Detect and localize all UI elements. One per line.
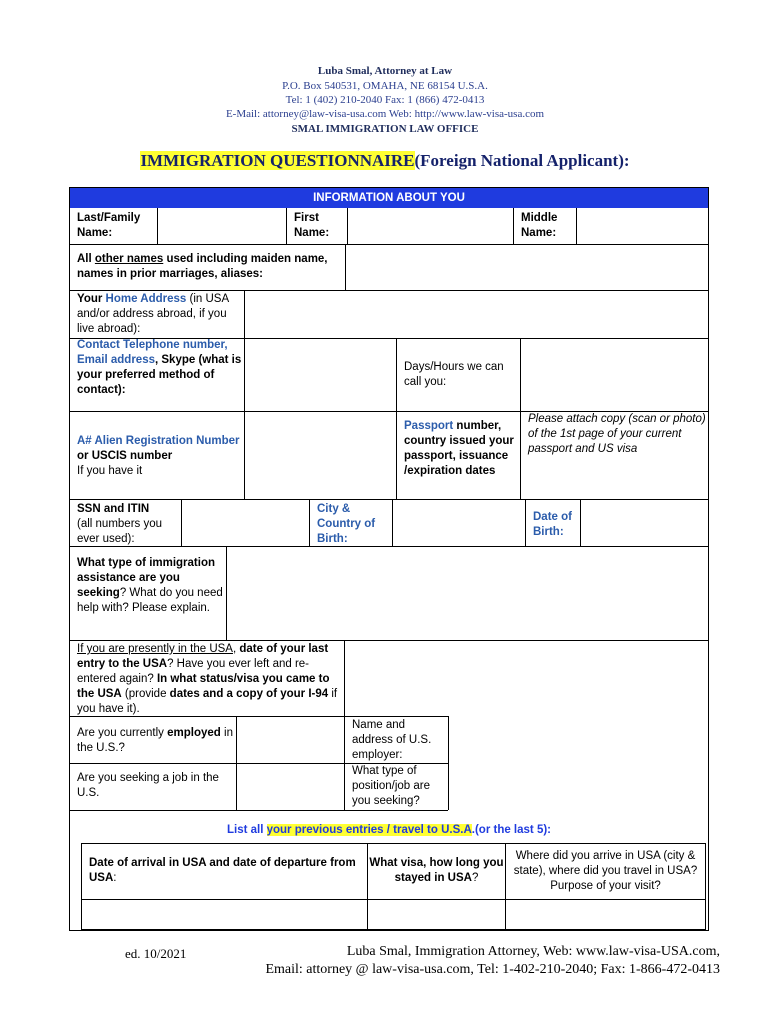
passport-note: Please attach copy (scan or photo) of the 1st page of your current passport and US visa (528, 413, 706, 455)
firm-phone-fax: Tel: 1 (402) 210-2040 Fax: 1 (866) 472-0413 (285, 94, 485, 106)
home-address-field[interactable] (245, 291, 708, 338)
entries-title: List all your previous entries / travel to U.S.A.(or the last 5): (226, 824, 551, 836)
last-entry-field[interactable] (345, 641, 708, 716)
ssn-label: SSN and ITIN (all numbers you ever used): (77, 503, 163, 545)
passport-label: Passport number, country issued your passport, issuance /expiration dates (404, 420, 514, 477)
seeking-job-label: Are you seeking a job in the U.S. (77, 772, 219, 799)
assistance-field[interactable] (227, 547, 708, 640)
ssn-field[interactable] (182, 500, 309, 546)
edition: ed. 10/2021 (125, 946, 187, 961)
assistance-label: What type of immigration assistance are you seeking? What do you need help with? Please explain. (77, 557, 223, 614)
firm-name: Luba Smal, Attorney at Law (317, 65, 453, 77)
title-sub: (Foreign National Applicant): (414, 151, 630, 170)
entry-visa-field[interactable] (368, 900, 505, 929)
entries-col-purpose: Where did you arrive in USA (city & state), where did you travel in USA? Purpose of your visit? (513, 850, 698, 892)
footer-line-2: Email: attorney @ law-visa-usa.com, Tel: 1-402-210-2040; Fax: 1-866-472-0413 (265, 962, 720, 977)
other-names-label: All other names used including maiden name, names in prior marriages, aliases: (77, 253, 328, 280)
city-birth-field[interactable] (393, 500, 525, 546)
employer-label: Name and address of U.S. employer: (352, 719, 432, 761)
contact-label: Contact Telephone number, Email address, Skype (what is your preferred method of contact): (77, 339, 242, 396)
other-names-field[interactable] (346, 245, 708, 290)
last-name-field[interactable] (158, 209, 286, 244)
alien-number-field[interactable] (245, 412, 396, 499)
page-title (0, 151, 770, 171)
days-hours-label: Days/Hours we can call you: (404, 361, 504, 388)
days-hours-field[interactable] (521, 339, 708, 411)
contact-field[interactable] (245, 339, 396, 411)
middle-name-field[interactable] (577, 209, 708, 244)
position-label: What type of position/job are you seeking? (352, 765, 430, 807)
first-name-label: First Name: (294, 212, 330, 239)
position-field[interactable] (449, 764, 708, 810)
employed-label: Are you currently employed in the U.S.? (77, 727, 233, 754)
entry-purpose-field[interactable] (506, 900, 705, 929)
dob-field[interactable] (581, 500, 708, 546)
alien-number-label: A# Alien Registration Number or USCIS number If you have it (77, 435, 240, 477)
last-name-label: Last/Family Name: (77, 212, 141, 239)
title-main: IMMIGRATION QUESTIONNAIRE (140, 151, 415, 170)
firm-office: SMAL IMMIGRATION LAW OFFICE (291, 123, 479, 135)
firm-email-web: E-Mail: attorney@law-visa-usa.com Web: http://www.law-visa-usa.com (225, 108, 545, 120)
city-birth-label: City & Country of Birth: (317, 503, 376, 545)
footer-line-1: Luba Smal, Immigration Attorney, Web: www.law-visa-USA.com, (346, 944, 720, 959)
entries-col-visa: What visa, how long you stayed in USA? (369, 857, 504, 884)
entry-dates-field[interactable] (82, 900, 367, 929)
employed-field[interactable] (237, 717, 344, 763)
seeking-job-field[interactable] (237, 764, 344, 810)
middle-name-label: Middle Name: (521, 212, 558, 239)
dob-label: Date of Birth: (533, 511, 572, 538)
section-banner: INFORMATION ABOUT YOU (70, 188, 708, 208)
home-address-label: Your Home Address (in USA and/or address abroad, if you live abroad): (77, 293, 229, 335)
employer-field[interactable] (449, 717, 708, 763)
entries-col-dates: Date of arrival in USA and date of departure from USA: (89, 857, 356, 884)
first-name-field[interactable] (348, 209, 513, 244)
firm-address: P.O. Box 540531, OMAHA, NE 68154 U.S.A. (282, 80, 488, 92)
last-entry-label: If you are presently in the USA, date of your last entry to the USA? Have you ever left and re-entered again? In what status/visa you came to the USA (provide dates and a copy of your I-94 if you have it). (77, 643, 338, 715)
